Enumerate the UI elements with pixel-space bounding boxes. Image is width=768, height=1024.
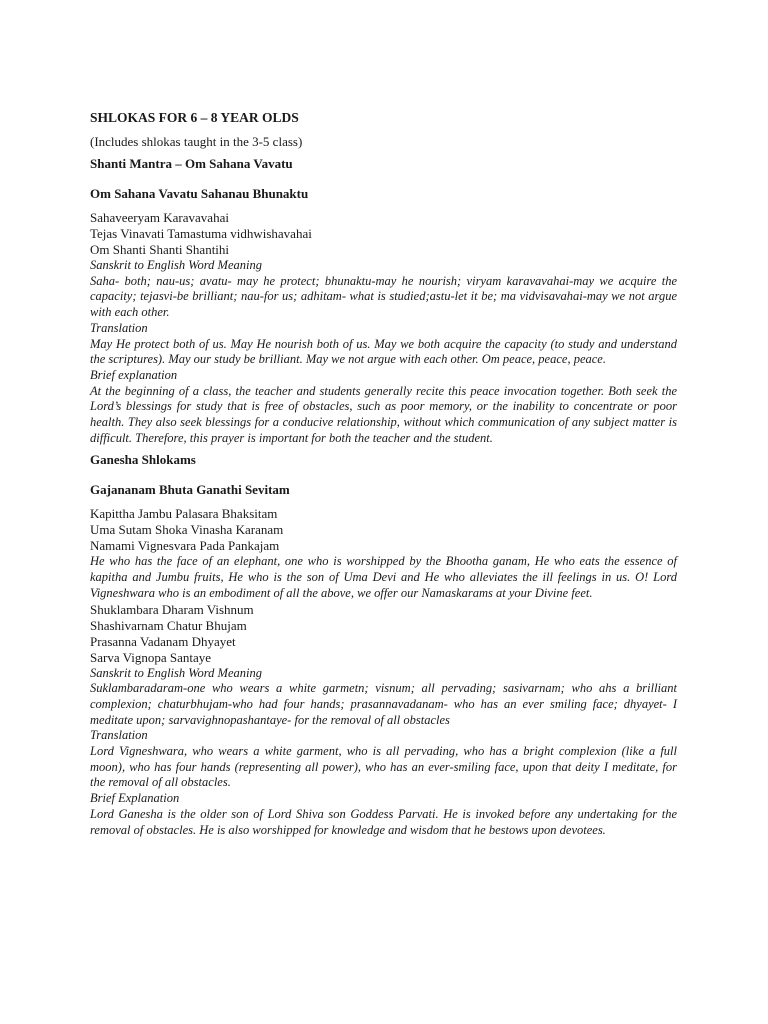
verse-line: Prasanna Vadanam Dhyayet (90, 633, 236, 649)
verse-title: Gajananam Bhuta Ganathi Sevitam (90, 482, 290, 498)
document-title: SHLOKAS FOR 6 – 8 YEAR OLDS (90, 110, 299, 125)
document-page (90, 110, 677, 838)
section-ganesha-shlokams (90, 452, 677, 838)
section-heading: Ganesha Shlokams (90, 452, 196, 468)
translation-label: Translation (90, 320, 148, 335)
verse-line: Sarva Vignopa Santaye (90, 649, 212, 665)
verse-line: Sahaveeryam Karavavahai (90, 210, 229, 225)
section-shanti-mantra (90, 156, 677, 446)
verse-line: Shashivarnam Chatur Bhujam (90, 617, 247, 633)
verse-line: Kapittha Jambu Palasara Bhaksitam (90, 506, 278, 522)
translation-text: Lord Vigneshwara, who wears a white garment, who is all pervading, who has a bright complexion (like a full moon), who has four hands (representing all power), who has an ever-smiling face, upon that deity I meditate, for the removal of all obstacles. (90, 744, 677, 790)
document-subtitle: (Includes shlokas taught in the 3-5 class) (90, 134, 303, 149)
meaning-label: Sanskrit to English Word Meaning (90, 665, 262, 680)
verse-line: Uma Sutam Shoka Vinasha Karanam (90, 522, 284, 538)
verse-line: Namami Vignesvara Pada Pankajam (90, 538, 280, 554)
explanation-label: Brief Explanation (90, 791, 180, 806)
explanation-text: Lord Ganesha is the older son of Lord Shiva son Goddess Parvati. He is invoked before any undertaking for the removal of obstacles. He is also worshipped for knowledge and wisdom that he bestows upon devotees. (90, 806, 677, 837)
meaning-text: Saha- both; nau-us; avatu- may he protect; bhunaktu-may he nourish; viryam karavavahai-may we acquire the capacity; tejasvi-be brilliant; nau-for us; adhitam- what is studied;astu-let it be; ma vidvisavahai-may we not argue with each other. (90, 273, 677, 320)
explanation-label: Brief explanation (90, 367, 178, 382)
meaning-label: Sanskrit to English Word Meaning (90, 258, 262, 272)
verse-title: Om Sahana Vavatu Sahanau Bhunaktu (90, 186, 309, 201)
explanation-text: At the beginning of a class, the teacher and students generally recite this peace invocation together. Both seek the Lord’s blessings for study that is free of obstacles, such as poor memory, or the inability to concentrate or poor health. They also seek blessings for a conducive relationship, without which communication of any subject matter is difficult. Therefore, this prayer is important for both the teacher and the student. (90, 383, 677, 445)
section-heading: Shanti Mantra – Om Sahana Vavatu (90, 156, 293, 171)
verse-meaning: He who has the face of an elephant, one who is worshipped by the Bhootha ganam, He who eats the essence of kapitha and Jumbu fruits, He who is the son of Uma Devi and He who alleviates the ill feelings in us. O! Lord Vigneshwara who is an embodiment of all the above, we offer our Namaskarams at your Divine feet. (90, 554, 677, 600)
verse-line: Tejas Vinavati Tamastuma vidhwishavahai (90, 226, 312, 241)
meaning-text: Suklambaradaram-one who wears a white garmetn; visnum; all pervading; sasivarnam; who ahs a brilliant complexion; chaturbhujam-who had four hands; prasannavadanam- who has an ever smiling face; dhyayet- I meditate upon; sarvavighnopashantaye- for the removal of all obstacles (90, 681, 677, 727)
translation-label: Translation (90, 728, 148, 743)
verse-line: Shuklambara Dharam Vishnum (90, 601, 254, 617)
verse-line: Om Shanti Shanti Shantihi (90, 242, 230, 257)
translation-text: May He protect both of us. May He nourish both of us. May we both acquire the capacity (to study and understand the scriptures). May our study be brilliant. May we not argue with each other. Om peace, peace, peace. (90, 336, 677, 367)
